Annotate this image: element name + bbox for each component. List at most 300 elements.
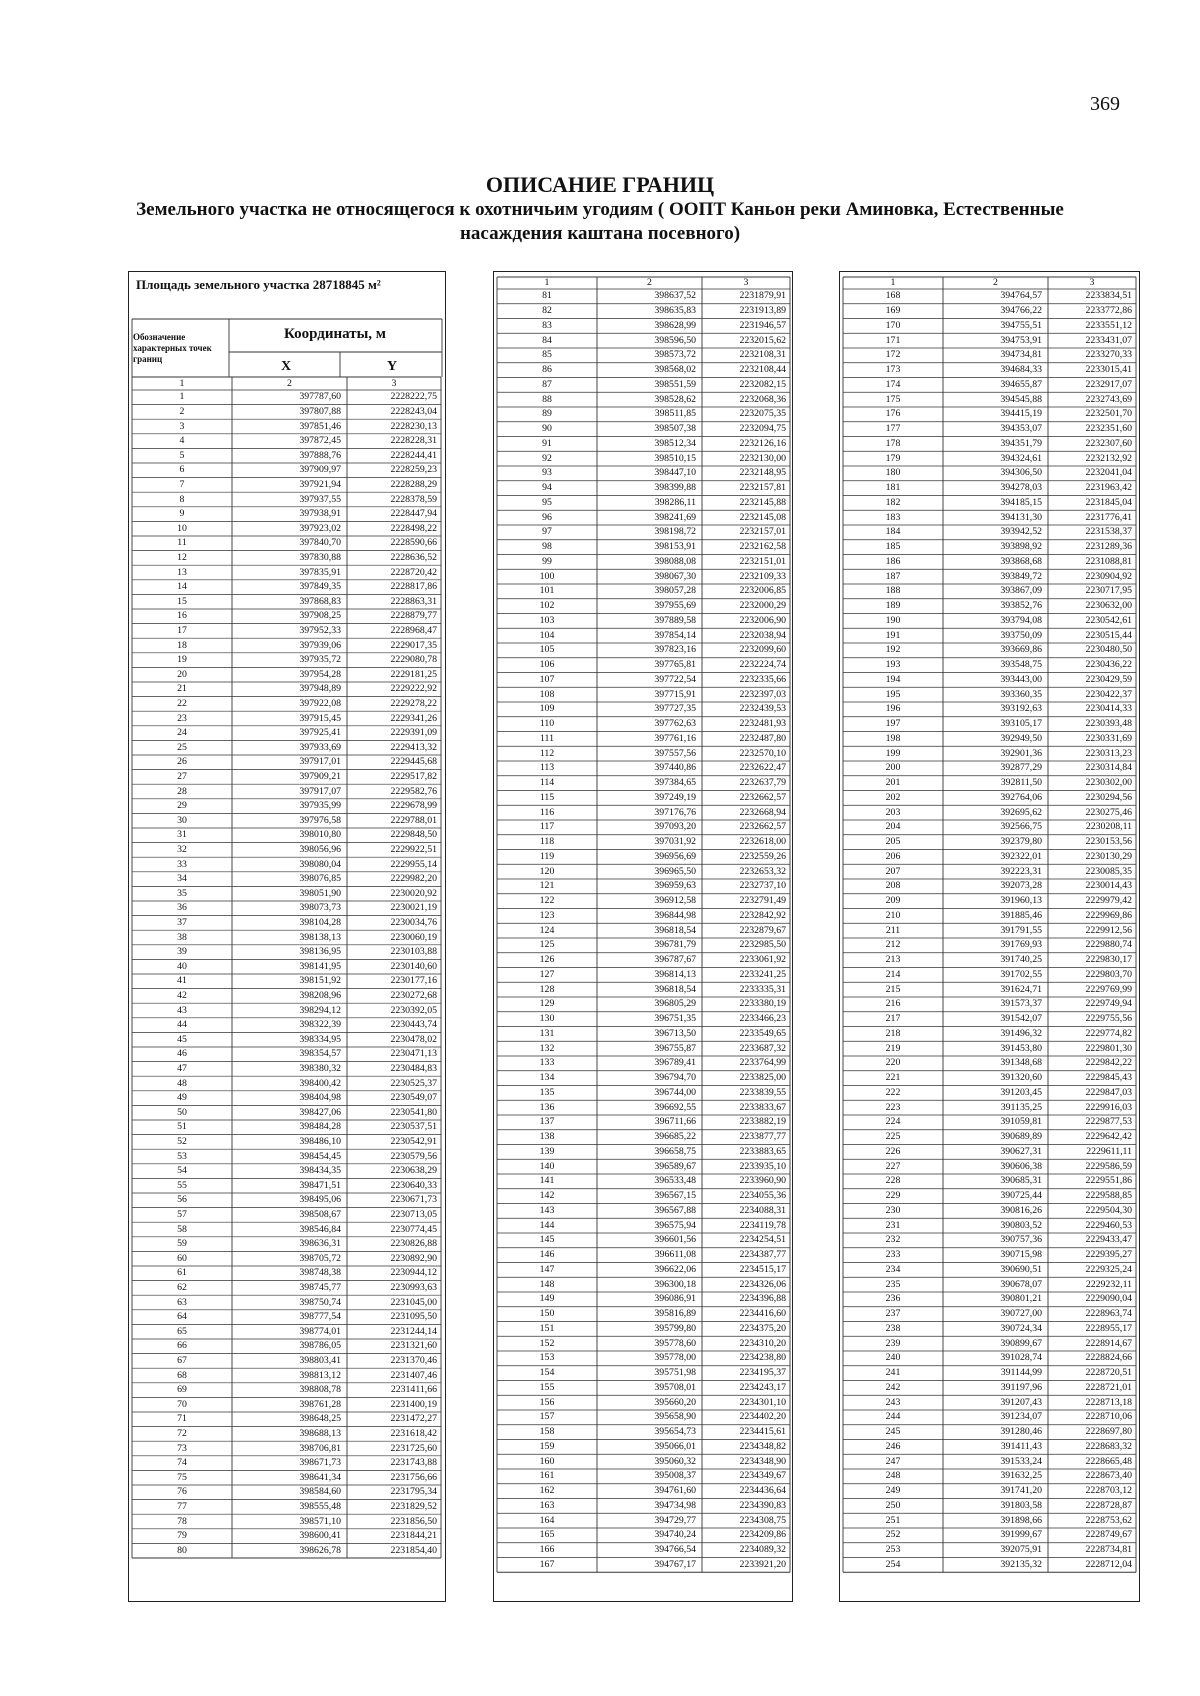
point-number: 139 <box>539 1146 555 1157</box>
coordinate-x: 396814,13 <box>654 969 696 980</box>
coordinate-x: 392322,01 <box>1000 851 1042 862</box>
coordinate-x: 395778,00 <box>654 1353 696 1364</box>
coordinate-x: 398322,39 <box>299 1020 341 1031</box>
coordinate-y: 2228753,62 <box>1085 1515 1132 1526</box>
point-number: 218 <box>885 1028 901 1039</box>
coordinate-x: 397031,92 <box>654 837 696 848</box>
coordinate-y: 2233882,19 <box>739 1117 786 1128</box>
coordinate-x: 398568,02 <box>654 365 696 376</box>
point-number: 36 <box>177 903 187 914</box>
coordinate-x: 396744,00 <box>654 1087 696 1098</box>
coordinate-x: 398745,77 <box>299 1282 341 1293</box>
point-number: 145 <box>539 1235 555 1246</box>
point-number: 34 <box>177 874 187 885</box>
point-number: 99 <box>542 556 552 567</box>
coordinate-y: 2229979,42 <box>1085 896 1132 907</box>
coordinate-x: 398153,91 <box>654 542 696 553</box>
coordinate-x: 394185,15 <box>1000 497 1042 508</box>
point-number: 87 <box>542 379 552 390</box>
point-number: 108 <box>539 689 555 700</box>
point-number: 69 <box>177 1385 187 1396</box>
coordinate-y: 2231400,19 <box>390 1399 437 1410</box>
coordinate-x: 390678,07 <box>1000 1279 1042 1290</box>
coordinate-x: 397954,28 <box>299 669 341 680</box>
coordinate-x: 397093,20 <box>654 822 696 833</box>
coordinate-x: 395660,20 <box>654 1397 696 1408</box>
coordinate-x: 396300,18 <box>654 1279 696 1290</box>
coordinate-y: 2231289,36 <box>1085 542 1132 553</box>
coordinate-x: 396789,41 <box>654 1058 696 1069</box>
point-number: 64 <box>177 1312 187 1323</box>
coordinate-y: 2229433,47 <box>1085 1235 1132 1246</box>
point-number: 14 <box>177 582 187 593</box>
coordinate-x: 394764,57 <box>1000 291 1042 302</box>
coordinate-y: 2230422,37 <box>1085 689 1132 700</box>
coordinate-y: 2228712,04 <box>1085 1559 1132 1570</box>
point-number: 205 <box>885 837 901 848</box>
point-number: 245 <box>885 1427 901 1438</box>
point-number: 236 <box>885 1294 901 1305</box>
coordinate-y: 2230294,56 <box>1085 792 1132 803</box>
coordinate-x: 397935,99 <box>299 801 341 812</box>
point-number: 77 <box>177 1501 187 1512</box>
coordinate-y: 2229080,78 <box>390 655 437 666</box>
coordinate-y: 2234119,78 <box>739 1220 786 1231</box>
point-number: 195 <box>885 689 901 700</box>
coordinate-x: 398813,12 <box>299 1370 341 1381</box>
coordinate-x: 393794,08 <box>1000 615 1042 626</box>
coordinate-y: 2233270,33 <box>1085 350 1132 361</box>
point-number: 248 <box>885 1471 901 1482</box>
coordinate-y: 2229551,86 <box>1085 1176 1132 1187</box>
point-number: 202 <box>885 792 901 803</box>
point-number: 151 <box>539 1323 555 1334</box>
coordinate-x: 398076,85 <box>299 874 341 885</box>
point-number: 113 <box>539 763 555 774</box>
coordinate-x: 397851,46 <box>299 421 341 432</box>
coordinate-y: 2229848,50 <box>390 830 437 841</box>
coordinate-y: 2230429,59 <box>1085 674 1132 685</box>
column-number-1: 1 <box>179 378 185 389</box>
point-number: 117 <box>539 822 555 833</box>
coordinate-x: 391960,13 <box>1000 896 1042 907</box>
coordinate-x: 398138,13 <box>299 932 341 943</box>
coordinate-y: 2232109,33 <box>739 571 786 582</box>
coordinate-x: 391453,80 <box>1000 1043 1042 1054</box>
coordinate-y: 2232148,95 <box>739 468 786 479</box>
point-number: 241 <box>885 1368 901 1379</box>
column-number-3: 3 <box>391 378 397 389</box>
coordinate-y: 2233921,20 <box>739 1559 786 1570</box>
coordinate-x: 397787,60 <box>299 392 341 403</box>
point-number: 85 <box>542 350 552 361</box>
point-number: 138 <box>539 1132 555 1143</box>
coordinate-x: 397889,58 <box>654 615 696 626</box>
coordinate-x: 398400,42 <box>299 1078 341 1089</box>
point-number: 126 <box>539 955 555 966</box>
coordinate-x: 391135,25 <box>1000 1102 1042 1113</box>
coordinate-x: 398600,41 <box>299 1531 341 1542</box>
coordinate-y: 2232653,32 <box>739 866 786 877</box>
point-number: 55 <box>177 1180 187 1191</box>
coordinate-y: 2230892,90 <box>390 1253 437 1264</box>
coordinate-x: 394755,51 <box>1000 320 1042 331</box>
coordinate-x: 395060,32 <box>654 1456 696 1467</box>
coordinate-x: 398447,10 <box>654 468 696 479</box>
coordinate-x: 397765,81 <box>654 660 696 671</box>
point-number: 249 <box>885 1486 901 1497</box>
point-number: 4 <box>179 436 185 447</box>
point-number: 74 <box>177 1458 187 1469</box>
point-number: 49 <box>177 1093 187 1104</box>
coordinate-y: 2230484,83 <box>390 1063 437 1074</box>
coordinate-x: 390803,52 <box>1000 1220 1042 1231</box>
point-number: 152 <box>539 1338 555 1349</box>
coordinate-x: 392901,36 <box>1000 748 1042 759</box>
point-number: 147 <box>539 1264 555 1275</box>
coordinate-y: 2230480,50 <box>1085 645 1132 656</box>
document-title: ОПИСАНИЕ ГРАНИЦ <box>485 172 715 197</box>
page-number: 369 <box>1090 93 1120 115</box>
coordinate-y: 2228259,23 <box>390 465 437 476</box>
point-number: 192 <box>885 645 901 656</box>
coordinate-x: 395751,98 <box>654 1368 696 1379</box>
coordinate-y: 2231045,00 <box>390 1297 437 1308</box>
coordinate-y: 2230021,19 <box>390 903 437 914</box>
coordinate-x: 391320,60 <box>1000 1073 1042 1084</box>
point-number: 166 <box>539 1545 555 1556</box>
point-number: 238 <box>885 1323 901 1334</box>
coordinate-y: 2228288,29 <box>390 479 437 490</box>
coordinate-y: 2232397,03 <box>739 689 786 700</box>
point-number: 243 <box>885 1397 901 1408</box>
point-number: 37 <box>177 917 187 928</box>
point-number: 122 <box>539 896 555 907</box>
coordinate-y: 2229955,14 <box>390 859 437 870</box>
coordinate-x: 393548,75 <box>1000 660 1042 671</box>
coordinate-y: 2232917,07 <box>1085 379 1132 390</box>
coordinate-x: 395658,90 <box>654 1412 696 1423</box>
coordinate-x: 393867,09 <box>1000 586 1042 597</box>
coordinate-x: 398596,50 <box>654 335 696 346</box>
coordinate-y: 2232662,57 <box>739 792 786 803</box>
coordinate-y: 2228914,67 <box>1085 1338 1132 1349</box>
point-number: 158 <box>539 1427 555 1438</box>
coordinate-y: 2228222,75 <box>390 392 437 403</box>
point-number: 242 <box>885 1382 901 1393</box>
point-number: 196 <box>885 704 901 715</box>
coordinate-x: 394753,91 <box>1000 335 1042 346</box>
coordinate-y: 2228824,66 <box>1085 1353 1132 1364</box>
coordinate-y: 2232637,79 <box>739 778 786 789</box>
coordinate-x: 398104,28 <box>299 917 341 928</box>
coordinate-y: 2230671,73 <box>390 1195 437 1206</box>
coordinate-x: 397948,89 <box>299 684 341 695</box>
coordinate-y: 2230713,05 <box>390 1209 437 1220</box>
coordinate-x: 397715,91 <box>654 689 696 700</box>
point-number: 182 <box>885 497 901 508</box>
coordinate-y: 2233877,77 <box>739 1132 786 1143</box>
coordinate-y: 2228963,74 <box>1085 1309 1132 1320</box>
point-number: 92 <box>542 453 552 464</box>
coordinate-y: 2232439,53 <box>739 704 786 715</box>
point-number: 187 <box>885 571 901 582</box>
coordinate-y: 2228720,42 <box>390 567 437 578</box>
coordinate-y: 2234416,60 <box>739 1309 786 1320</box>
point-number: 63 <box>177 1297 187 1308</box>
point-number: 224 <box>885 1117 901 1128</box>
point-number: 86 <box>542 365 552 376</box>
coordinate-y: 2232000,29 <box>739 601 786 612</box>
coordinate-y: 2234308,75 <box>739 1515 786 1526</box>
coordinate-x: 396533,48 <box>654 1176 696 1187</box>
point-number: 25 <box>177 742 187 753</box>
coordinate-y: 2229090,04 <box>1085 1294 1132 1305</box>
point-number: 48 <box>177 1078 187 1089</box>
coordinate-x: 398486,10 <box>299 1136 341 1147</box>
point-number: 213 <box>885 955 901 966</box>
coordinate-x: 394545,88 <box>1000 394 1042 405</box>
coordinate-y: 2229611,11 <box>1086 1146 1132 1157</box>
coordinate-x: 397955,69 <box>654 601 696 612</box>
coordinate-x: 397384,65 <box>654 778 696 789</box>
coordinate-y: 2228228,31 <box>390 436 437 447</box>
point-number: 33 <box>177 859 187 870</box>
point-number: 233 <box>885 1250 901 1261</box>
coordinate-y: 2231829,52 <box>390 1501 437 1512</box>
coordinate-y: 2229341,26 <box>390 713 437 724</box>
point-number: 71 <box>177 1414 187 1425</box>
point-number: 58 <box>177 1224 187 1235</box>
point-number: 180 <box>885 468 901 479</box>
point-number: 175 <box>885 394 901 405</box>
coordinate-y: 2233015,41 <box>1085 365 1132 376</box>
point-number: 102 <box>539 601 555 612</box>
coordinate-y: 2229830,17 <box>1085 955 1132 966</box>
coordinate-y: 2228721,01 <box>1085 1382 1132 1393</box>
coordinate-y: 2229678,99 <box>390 801 437 812</box>
coordinate-y: 2228713,18 <box>1085 1397 1132 1408</box>
point-number: 129 <box>539 999 555 1010</box>
point-number: 190 <box>885 615 901 626</box>
point-number: 169 <box>885 306 901 317</box>
coordinate-x: 397923,02 <box>299 523 341 534</box>
coordinate-x: 397868,83 <box>299 596 341 607</box>
coordinate-x: 392877,29 <box>1000 763 1042 774</box>
point-number: 112 <box>539 748 555 759</box>
point-number: 215 <box>885 984 901 995</box>
coordinate-y: 2233834,51 <box>1085 291 1132 302</box>
coordinate-x: 396959,63 <box>654 881 696 892</box>
coordinate-y: 2233431,07 <box>1085 335 1132 346</box>
coordinate-x: 395066,01 <box>654 1441 696 1452</box>
point-number: 97 <box>542 527 552 538</box>
coordinate-y: 2233764,99 <box>739 1058 786 1069</box>
point-number: 174 <box>885 379 901 390</box>
coordinate-y: 2228447,94 <box>390 509 437 520</box>
coordinate-x: 397917,01 <box>299 757 341 768</box>
point-number: 45 <box>177 1034 187 1045</box>
coordinate-x: 392223,31 <box>1000 866 1042 877</box>
coordinate-y: 2232132,92 <box>1085 453 1132 464</box>
coordinate-x: 391999,67 <box>1000 1530 1042 1541</box>
coordinate-x: 395778,60 <box>654 1338 696 1349</box>
point-number: 79 <box>177 1531 187 1542</box>
coordinate-y: 2230944,12 <box>390 1268 437 1279</box>
point-number: 183 <box>885 512 901 523</box>
point-number: 120 <box>539 866 555 877</box>
point-number: 10 <box>177 523 187 534</box>
coordinate-x: 391059,81 <box>1000 1117 1042 1128</box>
coordinate-x: 397938,91 <box>299 509 341 520</box>
coordinate-y: 2233466,23 <box>739 1014 786 1025</box>
point-number: 6 <box>179 465 185 476</box>
coordinate-x: 394734,98 <box>654 1500 696 1511</box>
coordinate-x: 398495,06 <box>299 1195 341 1206</box>
document-subtitle: Земельного участка не относящегося к охотничьим угодиям ( ООПТ Каньон реки Аминовка, Естественные насаждения каштана посевного) <box>136 199 1064 244</box>
coordinate-x: 393942,52 <box>1000 527 1042 538</box>
point-number: 104 <box>539 630 555 641</box>
point-number: 103 <box>539 615 555 626</box>
point-number: 44 <box>177 1020 187 1031</box>
coordinate-y: 2228673,40 <box>1085 1471 1132 1482</box>
point-number: 237 <box>885 1309 901 1320</box>
point-number: 136 <box>539 1102 555 1113</box>
coordinate-y: 2232041,04 <box>1085 468 1132 479</box>
coordinate-x: 396622,06 <box>654 1264 696 1275</box>
coordinate-x: 390690,51 <box>1000 1264 1042 1275</box>
coordinate-x: 394324,61 <box>1000 453 1042 464</box>
point-number: 110 <box>539 719 555 730</box>
coordinate-x: 397909,21 <box>299 771 341 782</box>
coordinate-y: 2231472,27 <box>390 1414 437 1425</box>
coordinate-y: 2230579,56 <box>390 1151 437 1162</box>
coordinate-x: 397925,41 <box>299 728 341 739</box>
point-number: 128 <box>539 984 555 995</box>
coordinate-y: 2233335,31 <box>739 984 786 995</box>
coordinate-x: 398555,48 <box>299 1501 341 1512</box>
point-number: 107 <box>539 674 555 685</box>
coordinate-x: 398803,41 <box>299 1355 341 1366</box>
point-number: 88 <box>542 394 552 405</box>
coordinate-x: 397872,45 <box>299 436 341 447</box>
coordinate-y: 2229803,70 <box>1085 969 1132 980</box>
point-number: 222 <box>885 1087 901 1098</box>
coordinate-y: 2234348,90 <box>739 1456 786 1467</box>
coordinate-y: 2232151,01 <box>739 556 786 567</box>
point-number: 135 <box>539 1087 555 1098</box>
coordinate-x: 398010,80 <box>299 830 341 841</box>
coordinate-x: 398080,04 <box>299 859 341 870</box>
coordinate-y: 2230272,68 <box>390 990 437 1001</box>
coordinate-x: 391280,46 <box>1000 1427 1042 1438</box>
coordinate-x: 392075,91 <box>1000 1545 1042 1556</box>
point-number: 140 <box>539 1161 555 1172</box>
point-number: 51 <box>177 1122 187 1133</box>
coordinate-x: 397915,45 <box>299 713 341 724</box>
coordinate-y: 2229801,30 <box>1085 1043 1132 1054</box>
coordinate-x: 395799,80 <box>654 1323 696 1334</box>
coordinate-y: 2234415,61 <box>739 1427 786 1438</box>
point-number: 16 <box>177 611 187 622</box>
coordinate-y: 2234387,77 <box>739 1250 786 1261</box>
coordinate-y: 2230640,33 <box>390 1180 437 1191</box>
point-number: 170 <box>885 320 901 331</box>
point-number: 106 <box>539 660 555 671</box>
coordinate-y: 2228863,31 <box>390 596 437 607</box>
coordinate-x: 391624,71 <box>1000 984 1042 995</box>
column-number-2: 2 <box>993 278 998 288</box>
coordinate-x: 397937,55 <box>299 494 341 505</box>
point-number: 162 <box>539 1486 555 1497</box>
coordinate-y: 2231618,42 <box>390 1428 437 1439</box>
coordinate-y: 2234089,32 <box>739 1545 786 1556</box>
point-number: 47 <box>177 1063 187 1074</box>
coordinate-x: 397835,91 <box>299 567 341 578</box>
coordinate-x: 396567,88 <box>654 1205 696 1216</box>
point-number: 251 <box>885 1515 901 1526</box>
point-number: 164 <box>539 1515 555 1526</box>
coordinate-x: 390689,89 <box>1000 1132 1042 1143</box>
point-number: 157 <box>539 1412 555 1423</box>
coordinate-x: 398399,88 <box>654 483 696 494</box>
coordinate-y: 2228243,04 <box>390 406 437 417</box>
coordinate-y: 2231088,81 <box>1085 556 1132 567</box>
point-number: 199 <box>885 748 901 759</box>
point-number: 244 <box>885 1412 901 1423</box>
column-number-1: 1 <box>890 278 896 288</box>
point-number: 149 <box>539 1294 555 1305</box>
coordinate-y: 2234243,17 <box>739 1382 786 1393</box>
coordinate-y: 2234055,36 <box>739 1191 786 1202</box>
coordinate-y: 2230177,16 <box>390 976 437 987</box>
coordinate-x: 393852,76 <box>1000 601 1042 612</box>
coordinate-x: 398511,85 <box>654 409 696 420</box>
coordinate-y: 2234390,83 <box>739 1500 786 1511</box>
coordinate-y: 2230717,95 <box>1085 586 1132 597</box>
coordinate-x: 396818,54 <box>654 925 696 936</box>
coordinate-y: 2234301,10 <box>739 1397 786 1408</box>
point-number: 186 <box>885 556 901 567</box>
coordinate-x: 390727,00 <box>1000 1309 1042 1320</box>
coordinate-x: 398641,34 <box>299 1472 341 1483</box>
point-number: 167 <box>539 1559 555 1570</box>
point-number: 240 <box>885 1353 901 1364</box>
point-number: 22 <box>177 698 187 709</box>
point-number: 93 <box>542 468 552 479</box>
coordinate-x: 394761,60 <box>654 1486 696 1497</box>
coordinate-x: 396711,66 <box>654 1117 696 1128</box>
coordinate-x: 398136,95 <box>299 947 341 958</box>
point-number: 23 <box>177 713 187 724</box>
coordinate-x: 391898,66 <box>1000 1515 1042 1526</box>
coordinate-y: 2229877,53 <box>1085 1117 1132 1128</box>
coordinate-y: 2230993,63 <box>390 1282 437 1293</box>
point-number: 43 <box>177 1005 187 1016</box>
coordinate-x: 391411,43 <box>1000 1441 1042 1452</box>
coordinate-y: 2234326,06 <box>739 1279 786 1290</box>
point-number: 193 <box>885 660 901 671</box>
point-number: 232 <box>885 1235 901 1246</box>
point-number: 230 <box>885 1205 901 1216</box>
point-number: 9 <box>179 509 185 520</box>
point-number: 18 <box>177 640 187 651</box>
coordinate-x: 392566,75 <box>1000 822 1042 833</box>
coordinate-y: 2234375,20 <box>739 1323 786 1334</box>
coordinate-y: 2231845,04 <box>1085 497 1132 508</box>
coordinate-x: 396844,98 <box>654 910 696 921</box>
coordinate-x: 398546,84 <box>299 1224 341 1235</box>
